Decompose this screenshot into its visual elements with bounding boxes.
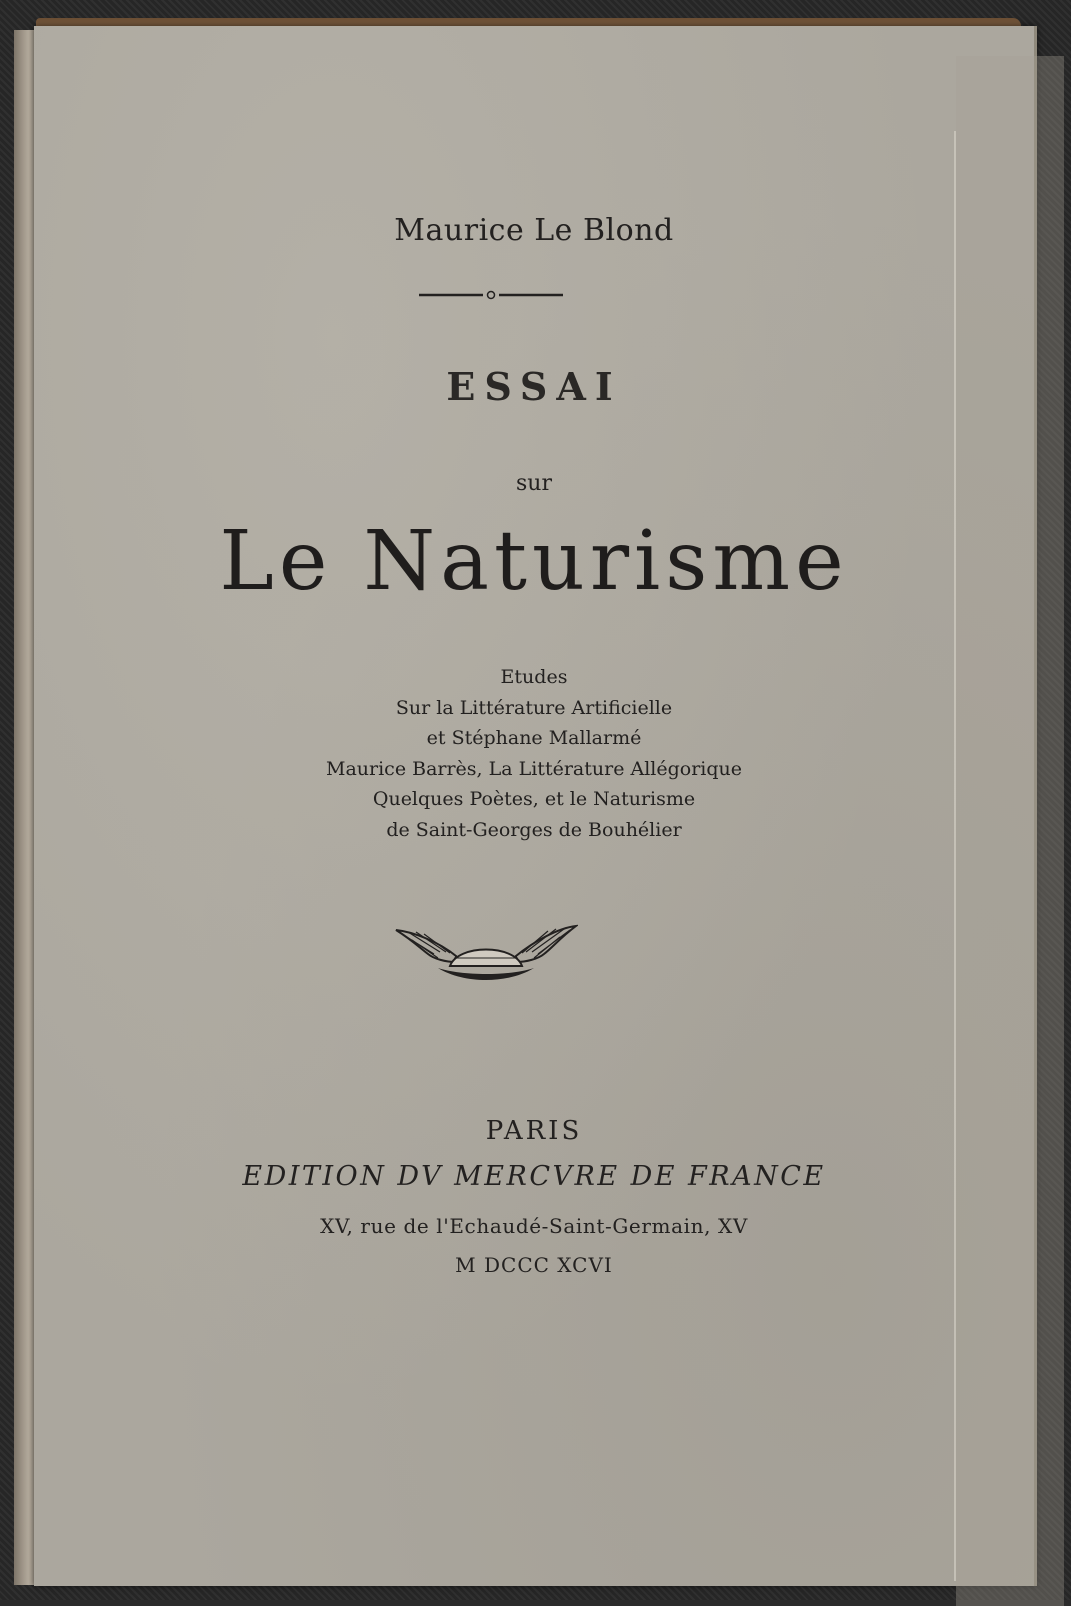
publication-year: M DCCC XCVI xyxy=(455,1253,613,1277)
book-title: Le Naturisme xyxy=(219,514,849,609)
publication-place: PARIS xyxy=(485,1116,583,1146)
book-cover xyxy=(34,26,1037,1586)
subtitle-line: Maurice Barrès, La Littérature Allégorique xyxy=(326,757,742,780)
subtitle-line: et Stéphane Mallarmé xyxy=(426,727,642,749)
subtitle-line: Etudes xyxy=(500,666,568,688)
sur-word: sur xyxy=(516,471,552,496)
publisher-name: EDITION DV MERCVRE DE FRANCE xyxy=(242,1161,826,1192)
essai-heading: ESSAI xyxy=(446,364,622,409)
subtitle-line: Sur la Littérature Artificielle xyxy=(395,696,673,719)
ornamental-rule-icon xyxy=(417,288,565,302)
subtitle-line: de Saint-Georges de Bouhélier xyxy=(386,818,682,841)
cover-fold-line xyxy=(954,131,956,1581)
subtitle-line: Quelques Poètes, et le Naturisme xyxy=(372,788,696,810)
subtitle-block xyxy=(34,662,1034,845)
winged-helmet-icon xyxy=(394,918,578,988)
author-name: Maurice Le Blond xyxy=(394,213,674,248)
publisher-address: XV, rue de l'Echaudé-Saint-Germain, XV xyxy=(320,1214,748,1238)
